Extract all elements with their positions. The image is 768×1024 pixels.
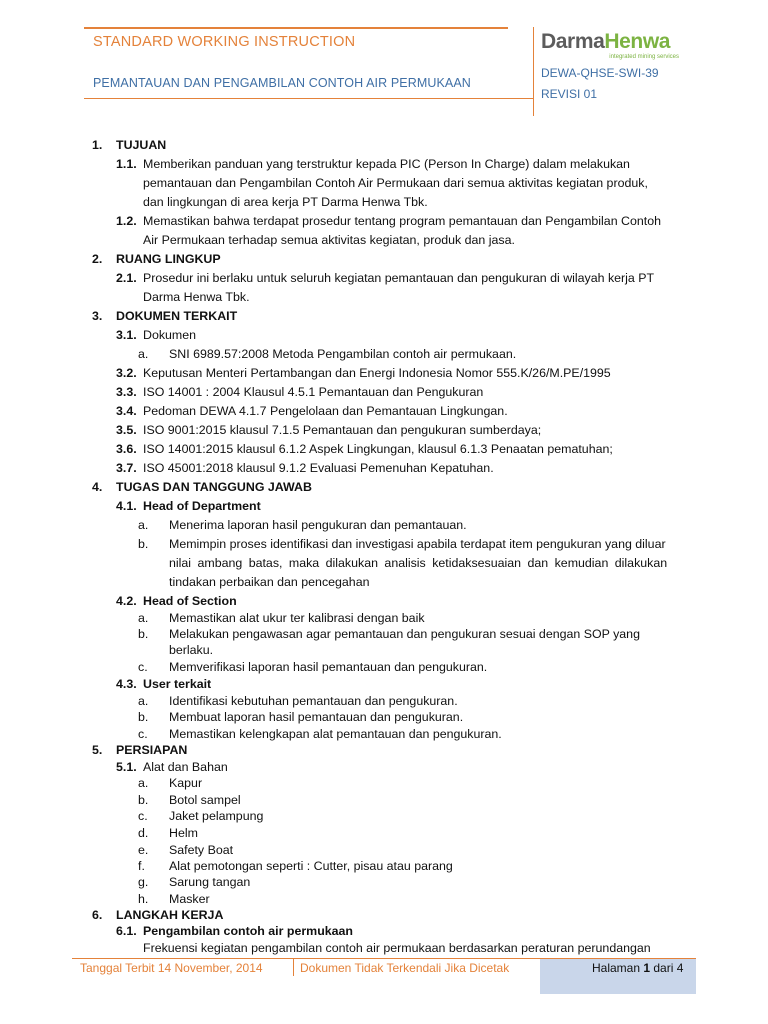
footer-divider <box>293 958 294 976</box>
list-marker: f. <box>138 859 145 873</box>
subsection-number: 1.1. <box>116 157 137 171</box>
paragraph-line: Keputusan Menteri Pertambangan dan Energi Indonesia Nomor 555.K/26/M.PE/1995 <box>143 366 611 380</box>
section-title: LANGKAH KERJA <box>116 908 224 922</box>
list-item: Memastikan kelengkapan alat pemantauan dan pengukuran. <box>169 727 502 741</box>
paragraph-line: Memastikan bahwa terdapat prosedur tentang program pemantauan dan Pengambilan Contoh <box>143 214 661 228</box>
list-marker: h. <box>138 892 149 906</box>
paragraph-line: Frekuensi kegiatan pengambilan contoh air permukaan berdasarkan peraturan perundangan <box>143 941 651 955</box>
subsection-title: Head of Section <box>143 594 237 608</box>
footer-rule <box>72 958 696 959</box>
subsection-number: 3.1. <box>116 328 137 342</box>
list-marker: a. <box>138 611 149 625</box>
header-top-rule <box>84 27 508 29</box>
list-item: Kapur <box>169 776 203 790</box>
list-marker: a. <box>138 694 149 708</box>
list-marker: b. <box>138 710 149 724</box>
paragraph-line: ISO 14001:2015 klausul 6.1.2 Aspek Lingkungan, klausul 6.1.3 Penaatan pematuhan; <box>143 442 613 456</box>
paragraph-line: ISO 9001:2015 klausul 7.1.5 Pemantauan dan pengukuran sumberdaya; <box>143 423 542 437</box>
list-item-continued: tindakan perbaikan dan pencegahan <box>169 575 370 589</box>
list-item: Memastikan alat ukur ter kalibrasi dengan baik <box>169 611 425 625</box>
subsection-number: 3.2. <box>116 366 137 380</box>
header-divider <box>533 27 534 116</box>
list-item: SNI 6989.57:2008 Metoda Pengambilan contoh air permukaan. <box>169 347 517 361</box>
section-number: 5. <box>92 743 103 757</box>
paragraph-line: Prosedur ini berlaku untuk seluruh kegiatan pemantauan dan pengukuran di wilayah kerja PT <box>143 271 655 285</box>
subsection-number: 6.1. <box>116 924 137 938</box>
list-marker: b. <box>138 793 149 807</box>
document-subtitle: PEMANTAUAN DAN PENGAMBILAN CONTOH AIR PERMUKAAN <box>93 76 471 90</box>
list-item: Botol sampel <box>169 793 241 807</box>
list-marker: a. <box>138 347 149 361</box>
list-item: Menerima laporan hasil pengukuran dan pemantauan. <box>169 518 467 532</box>
page-current: 1 <box>643 961 651 975</box>
list-item: Helm <box>169 826 198 840</box>
page-prefix: Halaman <box>592 961 644 975</box>
paragraph-line: Darma Henwa Tbk. <box>143 290 250 304</box>
list-item: Melakukan pengawasan agar pemantauan dan pengukuran sesuai dengan SOP yang <box>169 627 640 641</box>
revision-label: REVISI 01 <box>541 87 598 101</box>
list-item: Safety Boat <box>169 843 234 857</box>
list-item-continued: nilai ambang batas, maka dilakukan analisis ketidaksesuaian dan kemudian dilakukan <box>169 556 668 570</box>
page-indicator <box>592 961 683 975</box>
list-marker: c. <box>138 809 148 823</box>
subsection-number: 4.3. <box>116 677 137 691</box>
list-item: Memimpin proses identifikasi dan investigasi apabila terdapat item pengukuran yang diluar <box>169 537 666 551</box>
paragraph-line: ISO 14001 : 2004 Klausul 4.5.1 Pemantauan dan Pengukuran <box>143 385 484 399</box>
paragraph-line: Memberikan panduan yang terstruktur kepada PIC (Person In Charge) dalam melakukan <box>143 157 630 171</box>
section-number: 1. <box>92 138 103 152</box>
list-marker: c. <box>138 660 148 674</box>
subsection-number: 3.5. <box>116 423 137 437</box>
section-title: DOKUMEN TERKAIT <box>116 309 238 323</box>
list-item: Membuat laporan hasil pemantauan dan pengukuran. <box>169 710 464 724</box>
section-number: 2. <box>92 252 103 266</box>
list-item: Identifikasi kebutuhan pemantauan dan pengukuran. <box>169 694 458 708</box>
list-marker: b. <box>138 627 149 641</box>
paragraph-line: Dokumen <box>143 328 197 342</box>
page-suffix: dari 4 <box>650 961 684 975</box>
subsection-number: 2.1. <box>116 271 137 285</box>
list-marker: g. <box>138 875 149 889</box>
subsection-title: Pengambilan contoh air permukaan <box>143 924 353 938</box>
list-marker: e. <box>138 843 149 857</box>
list-item: Memverifikasi laporan hasil pemantauan dan pengukuran. <box>169 660 488 674</box>
section-title: TUGAS DAN TANGGUNG JAWAB <box>116 480 312 494</box>
paragraph-line: Alat dan Bahan <box>143 760 228 774</box>
section-number: 4. <box>92 480 103 494</box>
subsection-number: 3.6. <box>116 442 137 456</box>
subsection-number: 1.2. <box>116 214 137 228</box>
subsection-number: 3.7. <box>116 461 137 475</box>
section-title: PERSIAPAN <box>116 743 188 757</box>
subsection-number: 3.4. <box>116 404 137 418</box>
section-title: TUJUAN <box>116 138 167 152</box>
list-item: Masker <box>169 892 210 906</box>
list-item: Sarung tangan <box>169 875 251 889</box>
paragraph-line: ISO 45001:2018 klausul 9.1.2 Evaluasi Pemenuhan Kepatuhan. <box>143 461 494 475</box>
paragraph-line: dan lingkungan di area kerja PT Darma Henwa Tbk. <box>143 195 428 209</box>
list-marker: b. <box>138 537 149 551</box>
uncontrolled-notice: Dokumen Tidak Terkendali Jika Dicetak <box>300 961 510 975</box>
subsection-number: 4.2. <box>116 594 137 608</box>
subsection-title: User terkait <box>143 677 212 691</box>
header-bottom-rule <box>84 98 534 99</box>
company-logo <box>541 30 691 64</box>
document-code: DEWA-QHSE-SWI-39 <box>541 66 659 80</box>
list-item: Jaket pelampung <box>169 809 264 823</box>
document-title: STANDARD WORKING INSTRUCTION <box>93 34 356 50</box>
list-item-continued: berlaku. <box>169 643 214 657</box>
paragraph-line: pemantauan dan Pengambilan Contoh Air Permukaan dari semua aktivitas kegiatan produk, <box>143 176 648 190</box>
subsection-number: 3.3. <box>116 385 137 399</box>
subsection-title: Head of Department <box>143 499 261 513</box>
section-title: RUANG LINGKUP <box>116 252 221 266</box>
list-marker: a. <box>138 776 149 790</box>
logo-tagline: integrated mining services <box>609 54 679 60</box>
subsection-number: 5.1. <box>116 760 137 774</box>
section-number: 6. <box>92 908 103 922</box>
list-marker: a. <box>138 518 149 532</box>
issue-date: Tanggal Terbit 14 November, 2014 <box>80 961 263 975</box>
list-item: Alat pemotongan seperti : Cutter, pisau atau parang <box>169 859 453 873</box>
list-marker: d. <box>138 826 149 840</box>
paragraph-line: Pedoman DEWA 4.1.7 Pengelolaan dan Pemantauan Lingkungan. <box>143 404 508 418</box>
subsection-number: 4.1. <box>116 499 137 513</box>
list-marker: c. <box>138 727 148 741</box>
logo-text-darma: Darma <box>541 30 605 53</box>
section-number: 3. <box>92 309 103 323</box>
logo-text-henwa: Henwa <box>604 30 671 53</box>
paragraph-line: Air Permukaan terhadap semua aktivitas kegiatan, produk dan jasa. <box>143 233 515 247</box>
